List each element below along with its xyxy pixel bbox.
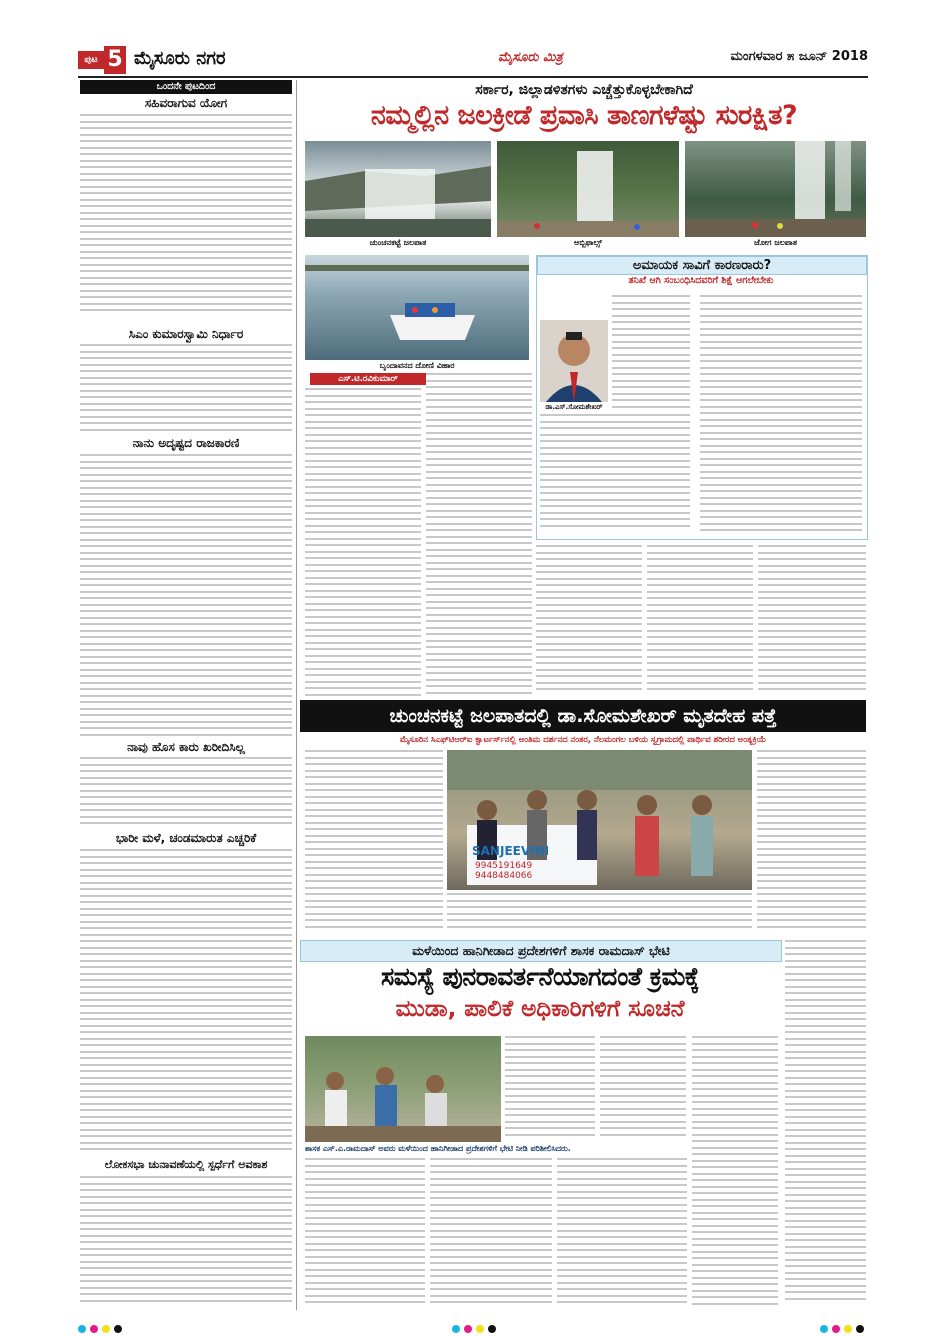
magenta-dot [464, 1325, 472, 1333]
story2-text-col1 [305, 750, 443, 930]
story2-text-col3 [757, 750, 866, 930]
magenta-dot [832, 1325, 840, 1333]
story3-text-col5 [557, 1158, 687, 1308]
left-text-4 [80, 757, 292, 829]
waterfall-photo-2-art [497, 141, 679, 237]
van-phone-2: 9448484066 [475, 871, 533, 881]
story3-text-col3 [305, 1158, 425, 1308]
registration-dots-right [820, 1318, 868, 1337]
waterfall-photo-3-art [685, 141, 866, 237]
main-headline: ನಮ್ಮಲ್ಲಿನ ಜಲಕ್ರೀಡೆ ಪ್ರವಾಸಿ ತಾಣಗಳೆಷ್ಟು ಸುರಕ್ಷಿತ? [370, 100, 798, 131]
story2-headline: ಚುಂಚನಕಟ್ಟೆ ಜಲಪಾತದಲ್ಲಿ ಡಾ.ಸೋಮಶೇಖರ್ ಮೃತದೇಹ ಪತ್ತೆ [300, 700, 866, 732]
date-line: ಮಂಗಳವಾರ ೫ ಜೂನ್ 2018 [730, 49, 868, 64]
left-heading-2: ಸಿಎಂ ಕುಮಾರಸ್ವಾಮಿ ನಿರ್ಧಾರ [128, 327, 244, 341]
left-column-divider [296, 80, 297, 1310]
box-text-col1b [540, 414, 690, 534]
caption-photo-3: ಜೋಗ ಜಲಪಾತ [754, 238, 797, 247]
cyan-dot [820, 1325, 828, 1333]
left-heading-4: ನಾವು ಹೊಸ ಕಾರು ಖರೀದಿಸಿಲ್ಲ [127, 740, 245, 754]
main-text-col1 [305, 388, 421, 698]
main-text-col3 [536, 545, 642, 697]
box-text-col2 [700, 295, 862, 535]
boat-photo [305, 255, 529, 360]
left-text-3 [80, 454, 292, 739]
van-phone-1: 9945191649 [475, 861, 533, 871]
waterfall-photo-2 [497, 141, 679, 237]
black-dot [856, 1325, 864, 1333]
yellow-dot [102, 1325, 110, 1333]
registration-dots-left [78, 1318, 126, 1337]
caption-photo-2: ಅಬ್ಬಿಫಾಲ್ಸ್ [573, 238, 603, 247]
story2-photo [447, 750, 752, 890]
story3-caption: ಶಾಸಕ ಎಸ್.ಎ.ರಾಮದಾಸ್ ಅವರು ಮಳೆಯಿಂದ ಹಾನಿಗೀಡಾದ ಪ್ರದೇಶಗಳಿಗೆ ಭೇಟಿ ನೀಡಿ ಪರಿಶೀಲಿಸಿದರು. [305, 1144, 571, 1153]
story3-headline-1: ಸಮಸ್ಯೆ ಪುನರಾವರ್ತನೆಯಾಗದಂತೆ ಕ್ರಮಕ್ಕೆ [381, 962, 699, 991]
black-dot [488, 1325, 496, 1333]
page-label: ಪುಟ [78, 51, 104, 69]
box-subtitle: ತನಿಖೆ ಆಗಿ ಸಂಬಂಧಿಸಿದವರಿಗೆ ಶಿಕ್ಷೆ ಆಗಲೇಬೇಕು [628, 275, 774, 286]
waterfall-photo-3 [685, 141, 866, 237]
cyan-dot [78, 1325, 86, 1333]
header-rule [78, 76, 868, 78]
waterfall-photo-1-art [305, 141, 491, 237]
story3-text-col1 [505, 1036, 595, 1141]
box-title: ಅಮಾಯಕ ಸಾವಿಗೆ ಕಾರಣರಾರು? [537, 256, 867, 275]
box-text-col1 [612, 295, 690, 410]
main-text-col5 [758, 545, 866, 697]
story2-deck: ಮೈಸೂರಿನ ಸಿಎಫ್‌ಟಿಆರ್‌ಐ ಕ್ವಾರ್ಟರ್ಸ್‌ನಲ್ಲಿ ಅಂತಿಮ ದರ್ಶನದ ನಂತರ, ನೆಲಮಂಗಲ ಬಳಿಯ ಸ್ವಗ್ರಾಮದಲ್ಲಿ ಪಾರ್ಥಿವ ಶರೀರದ ಅಂತ್ಯಕ್ರಿಯೆ [399, 734, 767, 744]
left-text-2 [80, 344, 292, 432]
story3-text-col6 [692, 1036, 778, 1308]
caption-photo-1: ಚುಂಚನಕಟ್ಟೆ ಜಲಪಾತ [369, 238, 427, 247]
story3-photo-art [305, 1036, 501, 1142]
left-text-1 [80, 114, 292, 314]
left-text-5 [80, 849, 292, 1154]
main-kicker: ಸರ್ಕಾರ, ಜಿಲ್ಲಾಡಳಿತಗಳು ಎಚ್ಚೆತ್ತುಕೊಳ್ಳಬೇಕಾಗಿದೆ [475, 82, 693, 98]
story2-photo-art [447, 750, 752, 890]
left-heading-6: ಲೋಕಸಭಾ ಚುನಾವಣೆಯಲ್ಲಿ ಸ್ಪರ್ಧೆಗೆ ಅವಕಾಶ [104, 1158, 268, 1171]
story3-text-col2 [600, 1036, 686, 1141]
story3-headline-2: ಮುಡಾ, ಪಾಲಿಕೆ ಅಧಿಕಾರಿಗಳಿಗೆ ಸೂಚನೆ [395, 996, 685, 1022]
left-heading-5: ಭಾರೀ ಮಳೆ, ಚಂಡಮಾರುತ ಎಚ್ಚರಿಕೆ [115, 831, 257, 845]
story2-text-under-photo [447, 893, 752, 933]
yellow-dot [844, 1325, 852, 1333]
portrait-art [540, 320, 608, 402]
left-heading-1: ಸಹಿವರಾಗುವ ಯೋಗ [144, 96, 228, 110]
registration-dots-center [452, 1318, 500, 1337]
yellow-dot [476, 1325, 484, 1333]
waterfall-photo-1 [305, 141, 491, 237]
main-text-col2 [426, 373, 532, 698]
cyan-dot [452, 1325, 460, 1333]
black-dot [114, 1325, 122, 1333]
masthead: ಮೈಸೂರು ಮಿತ್ರ [498, 50, 563, 65]
page-number: 5 [104, 46, 126, 74]
left-text-6 [80, 1176, 292, 1306]
story3-text-col7 [785, 940, 866, 1308]
van-label: SANJEEVINI [472, 844, 550, 858]
story3-photo [305, 1036, 501, 1142]
page-header [78, 46, 868, 74]
main-text-col4 [647, 545, 753, 697]
portrait-caption: ಡಾ.ಎಸ್.ಸೋಮಶೇಖರ್ [545, 403, 603, 411]
section-title: ಮೈಸೂರು ನಗರ [134, 48, 226, 69]
left-column-banner: ಒಂದನೇ ಪುಟದಿಂದ [80, 80, 292, 94]
caption-photo-4: ಬೃಂದಾವನದ ದೋಣಿ ವಿಹಾರ [379, 361, 455, 370]
left-heading-3: ನಾನು ಅದೃಷ್ಟದ ರಾಜಕಾರಣಿ [132, 436, 240, 450]
somashekar-portrait [540, 320, 608, 402]
boat-photo-art [305, 255, 529, 360]
main-byline: ಎಸ್.ಟಿ.ರವಿಕುಮಾರ್ [310, 373, 426, 385]
story3-kicker: ಮಳೆಯಿಂದ ಹಾನಿಗೀಡಾದ ಪ್ರದೇಶಗಳಿಗೆ ಶಾಸಕ ರಾಮದಾಸ್ ಭೇಟಿ [300, 940, 782, 962]
magenta-dot [90, 1325, 98, 1333]
story3-text-col4 [430, 1158, 552, 1308]
